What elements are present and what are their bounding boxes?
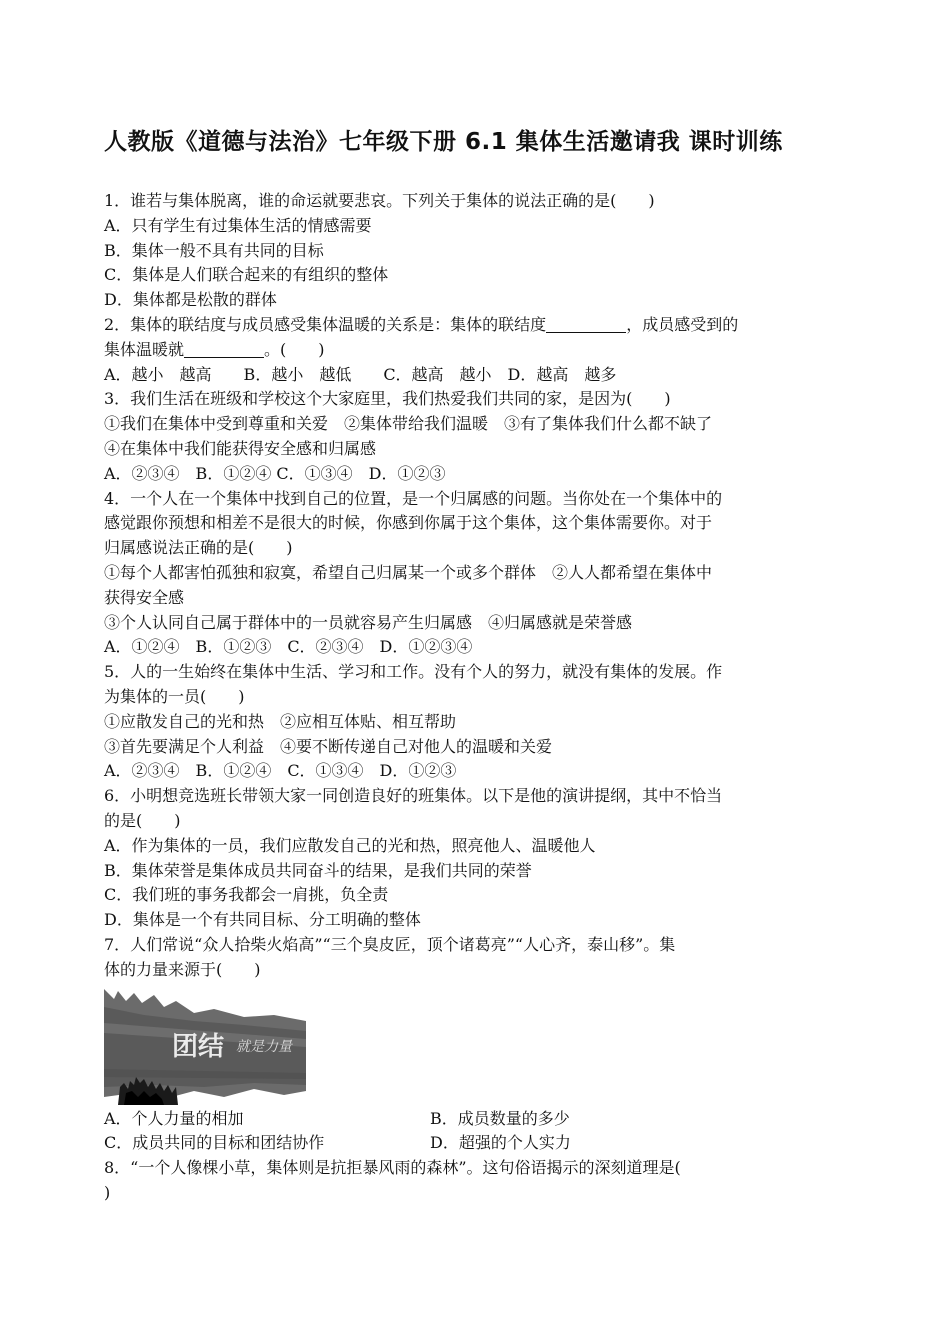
q2-stem-line2	[104, 338, 846, 363]
q1-option-a: A．只有学生有过集体生活的情感需要	[104, 215, 372, 235]
q3-stem: 3．我们生活在班级和学校这个大家庭里，我们热爱我们共同的家，是因为( )	[104, 389, 671, 409]
q4-items-line1: ①每个人都害怕孤独和寂寞，希望自己归属某一个或多个群体 ②人人都希望在集体中	[104, 562, 713, 582]
q7-option-b: B．成员数量的多少	[430, 1108, 570, 1128]
q1-option-d: D．集体都是松散的群体	[104, 290, 277, 310]
q2-stem-line1	[104, 313, 846, 338]
q2-stem-part1: 2．集体的联结度与成员感受集体温暖的关系是：集体的联结度	[104, 314, 547, 334]
q8-stem-line1: 8．“一个人像棵小草，集体则是抗拒暴风雨的森林”。这句俗语揭示的深刻道理是(	[104, 1158, 681, 1178]
unity-strength-image	[104, 987, 306, 1107]
q7-option-c: C．成员共同的目标和团结协作	[104, 1133, 325, 1153]
page-title: 人教版《道德与法治》七年级下册 6.1 集体生活邀请我 课时训练	[104, 129, 783, 155]
q5-stem-line1: 5．人的一生始终在集体中生活、学习和工作。没有个人的努力，就没有集体的发展。作	[104, 662, 723, 682]
figure-small-text: 就是力量	[236, 1038, 292, 1055]
q1-option-b: B．集体一般不具有共同的目标	[104, 240, 324, 260]
q5-options: A．②③④ B．①②④ C．①③④ D．①②③	[104, 761, 457, 781]
q2-stem-line2b: 。( )	[264, 339, 325, 359]
q8-stem-line2: )	[104, 1182, 111, 1202]
q2-blank-1[interactable]	[546, 316, 626, 333]
q6-stem-line2: 的是( )	[104, 810, 181, 830]
q4-stem-line2: 感觉跟你预想和相差不是很大的时候，你感到你属于这个集体，这个集体需要你。对于	[104, 513, 713, 533]
q7-option-a: A．个人力量的相加	[104, 1108, 244, 1128]
q6-option-c: C．我们班的事务我都会一肩挑，负全责	[104, 885, 389, 905]
q3-items-line1: ①我们在集体中受到尊重和关爱 ②集体带给我们温暖 ③有了集体我们什么都不缺了	[104, 414, 713, 434]
q7-options-row2	[104, 1131, 846, 1156]
q5-items-line2: ③首先要满足个人利益 ④要不断传递自己对他人的温暖和关爱	[104, 736, 553, 756]
q7-stem-line1: 7．人们常说“众人拾柴火焰高”“三个臭皮匠，顶个诸葛亮”“人心齐，泰山移”。集	[104, 934, 676, 954]
q6-stem-line1: 6．小明想竞选班长带领大家一同创造良好的班集体。以下是他的演讲提纲，其中不恰当	[104, 786, 723, 806]
q4-options: A．①②④ B．①②③ C．②③④ D．①②③④	[104, 637, 473, 657]
q2-stem-line2a: 集体温暖就	[104, 339, 185, 359]
question-list	[104, 189, 846, 1206]
unity-banner-illustration	[104, 987, 306, 1105]
q5-items-line1: ①应散发自己的光和热 ②应相互体贴、相互帮助	[104, 711, 457, 731]
q3-items-line2: ④在集体中我们能获得安全感和归属感	[104, 438, 377, 458]
q4-stem-line3: 归属感说法正确的是( )	[104, 538, 293, 558]
q7-stem-line2: 体的力量来源于( )	[104, 959, 261, 979]
q6-option-a: A．作为集体的一员，我们应散发自己的光和热，照亮他人、温暖他人	[104, 835, 596, 855]
q1-stem: 1．谁若与集体脱离，谁的命运就要悲哀。下列关于集体的说法正确的是( )	[104, 191, 655, 210]
q2-options: A．越小 越高 B．越小 越低 C．越高 越小 D．越高 越多	[104, 364, 617, 384]
q7-options-row1	[104, 1107, 846, 1132]
q4-items-line2: 获得安全感	[104, 587, 185, 607]
q6-option-d: D．集体是一个有共同目标、分工明确的整体	[104, 910, 421, 930]
q3-options: A．②③④ B．①②④ C．①③④ D．①②③	[104, 463, 446, 483]
q1-option-c: C．集体是人们联合起来的有组织的整体	[104, 265, 389, 285]
q7-option-d: D．超强的个人实力	[430, 1133, 571, 1153]
q4-items-line3: ③个人认同自己属于群体中的一员就容易产生归属感 ④归属感就是荣誉感	[104, 612, 633, 632]
q4-stem-line1: 4．一个人在一个集体中找到自己的位置，是一个归属感的问题。当你处在一个集体中的	[104, 488, 723, 508]
figure-big-text: 团结	[172, 1031, 225, 1062]
q5-stem-line2: 为集体的一员( )	[104, 686, 245, 706]
q2-blank-2[interactable]	[184, 341, 264, 358]
q6-option-b: B．集体荣誉是集体成员共同奋斗的结果，是我们共同的荣誉	[104, 860, 532, 880]
q2-stem-part2: ，成员感受到的	[626, 314, 739, 334]
